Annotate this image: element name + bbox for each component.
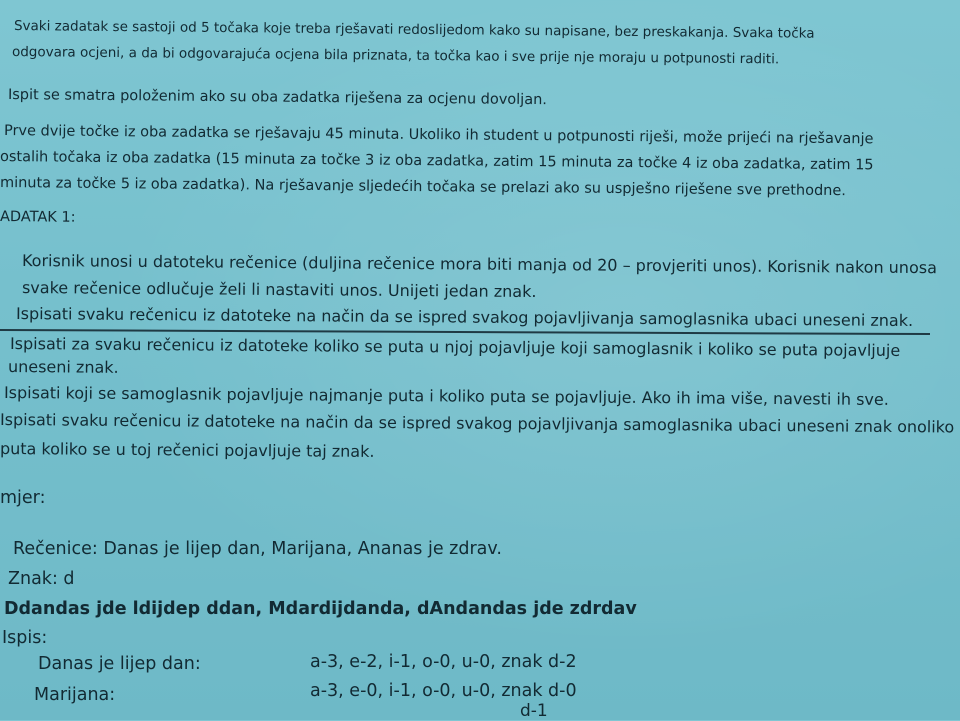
- time-rule-line-3: minuta za točke 5 iz oba zadatka). Na rješavanje sljedećih točaka se prelazi ako su uspješno riješene sve prethodne.: [0, 175, 847, 200]
- cut-off-text: d-1: [520, 701, 548, 721]
- divider-line: [0, 329, 930, 335]
- time-rule-line-2: ostalih točaka iz oba zadatka (15 minuta za točke 3 iz oba zadatka, zatim 15 minuta za točke 4 iz oba zadatka, zatim 15: [0, 149, 874, 174]
- task-point-3-line-1: Ispisati za svaku rečenicu iz datoteke koliko se puta u njoj pojavljuje koji samoglasnik i koliko se puta pojavljuje: [9, 334, 901, 360]
- example-row-label: Danas je lijep dan:: [38, 654, 201, 674]
- example-row-label: Marijana:: [34, 685, 116, 705]
- example-sign: Znak: d: [8, 569, 75, 589]
- example-row-value: a-3, e-0, i-1, o-0, u-0, znak d-0: [310, 681, 577, 701]
- example-output-line: Ddandas jde ldijdep ddan, Mdardijdanda, dAndandas jde zdrdav: [4, 599, 637, 619]
- example-sentences: Rečenice: Danas je lijep dan, Marijana, Ananas je zdrav.: [13, 539, 502, 559]
- example-heading: mjer:: [0, 488, 46, 508]
- intro-line-1: Svaki zadatak se sastoji od 5 točaka koje treba rješavati redoslijedom kako su napisane, bez preskakanja. Svaka točka: [13, 18, 815, 42]
- time-rule-line-1: Prve dvije točke iz oba zadatka se rješavaju 45 minuta. Ukoliko ih student u potpunosti riješi, može prijeći na rješavanje: [3, 123, 874, 148]
- task-point-1-line-1: Korisnik unosi u datoteku rečenice (duljina rečenice mora biti manja od 20 – provjeriti unos). Korisnik nakon unosa: [21, 251, 938, 278]
- task-heading: ADATAK 1:: [0, 209, 76, 226]
- task-point-4: Ispisati koji se samoglasnik pojavljuje najmanje puta i koliko puta se pojavljuje. Ako ih ima više, navesti ih sve.: [3, 383, 889, 409]
- task-point-3-line-2: uneseni znak.: [7, 357, 119, 377]
- task-point-1-line-2: svake rečenice odlučuje želi li nastaviti unos. Unijeti jedan znak.: [21, 278, 537, 302]
- task-point-5-line-1: Ispisati svaku rečenicu iz datoteke na način da se ispred svakog pojavljivanja samoglasnika ubaci uneseni znak onoliko: [0, 410, 955, 437]
- intro-line-2: odgovara ocjeni, a da bi odgovarajuća ocjena bila priznata, ta točka kao i sve prije nje moraju u potpunosti raditi.: [11, 44, 780, 68]
- task-point-5-line-2: puta koliko se u toj rečenici pojavljuje taj znak.: [0, 439, 375, 461]
- example-ispis-label: Ispis:: [2, 628, 48, 648]
- example-row-value: a-3, e-2, i-1, o-0, u-0, znak d-2: [310, 652, 577, 672]
- passed-condition: Ispit se smatra položenim ako su oba zadatka riješena za ocjenu dovoljan.: [7, 87, 548, 109]
- task-point-2: Ispisati svaku rečenicu iz datoteke na način da se ispred svakog pojavljivanja samoglasnika ubaci uneseni znak.: [15, 304, 914, 331]
